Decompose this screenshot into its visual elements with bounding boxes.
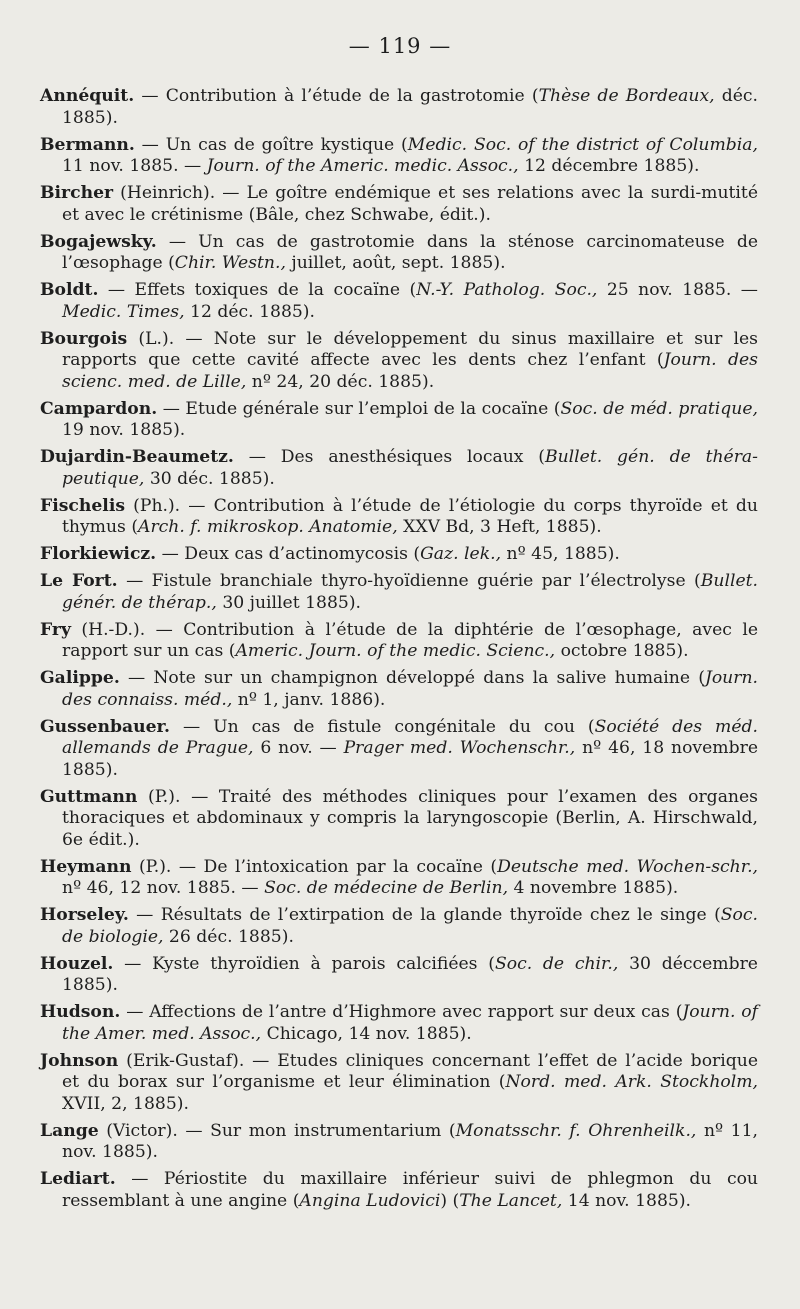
entry-text: 12 décembre 1885).	[518, 156, 700, 176]
entry-text: — Affections de l’antre d’Highmore avec rapport sur deux cas (	[120, 1002, 683, 1022]
entry-author: Houzel.	[40, 953, 114, 974]
entry-text: 30 déccembre 1885).	[62, 953, 758, 995]
bibliography-entry	[40, 1121, 758, 1164]
entry-author: Fry	[40, 619, 71, 640]
entry-text: 25 nov. 1885. —	[597, 280, 758, 300]
entry-author: Hudson.	[40, 1002, 121, 1022]
entry-text: (Heinrich). — Le goître endémique et ses relations avec la surdi-mutité et avec le crétinisme (Bâle, chez Schwabe, édit.).	[62, 183, 758, 225]
bibliography-entry	[40, 135, 758, 178]
entry-author: Bogajewsky.	[40, 231, 157, 252]
entry-text: (P.). — De l’intoxication par la cocaïne (	[131, 856, 498, 877]
entry-citation-source: Journ. des scienc. med. de Lille,	[62, 350, 758, 392]
entry-text: nº 45, 1885).	[501, 544, 620, 564]
entry-author: Bermann.	[40, 134, 135, 155]
entry-text: 12 déc. 1885).	[184, 301, 315, 322]
entry-text: — Effets toxiques de la cocaïne (	[98, 280, 417, 300]
entry-author: Bourgois	[40, 328, 128, 349]
bibliography-entry	[40, 857, 758, 900]
entry-text: juillet, août, sept. 1885).	[285, 253, 506, 273]
entry-author: Boldt.	[40, 280, 99, 300]
entry-citation-source: Soc. de biologie,	[62, 905, 758, 947]
entry-text: nº 1, janv. 1886).	[232, 689, 386, 710]
entry-citation-source: Soc. de méd. pratique,	[560, 398, 758, 419]
entry-text: (Ph.). — Contribution à l’étude de l’étiologie du corps thyroïde et du thymus (	[62, 495, 758, 537]
entry-text: 19 nov. 1885).	[62, 420, 186, 440]
bibliography-entry	[40, 86, 758, 129]
entry-text: (Victor). — Sur mon instrumentarium (	[98, 1120, 456, 1141]
entry-text: — Fistule branchiale thyro-hyoïdienne guérie par l’électrolyse (	[117, 571, 701, 591]
entry-citation-source: Medic. Soc. of the district of Columbia,	[407, 134, 758, 155]
bibliography-entry	[40, 620, 758, 663]
entry-author: Fischelis	[40, 495, 126, 516]
bibliography-entry	[40, 717, 758, 782]
entry-text: Chicago, 14 nov. 1885).	[261, 1023, 472, 1044]
bibliography-entry	[40, 447, 758, 490]
entry-author: Lange	[40, 1120, 99, 1141]
entry-text: — Etude générale sur l’emploi de la cocaïne (	[157, 398, 561, 419]
entry-text: (P.). — Traité des méthodes cliniques pour l’examen des organes thoraciques et abdominaux y compris la laryngoscopie (Berlin, A. Hirschwald, 6e édit.).	[62, 786, 758, 850]
bibliography-entry	[40, 1169, 758, 1212]
entry-text: (H.-D.). — Contribution à l’étude de la diphtérie de l’œsophage, avec le rapport sur un cas (	[62, 619, 758, 661]
entry-author: Dujardin-Beaumetz.	[40, 447, 234, 467]
entry-author: Campardon.	[40, 398, 158, 419]
entry-text: — Périostite du maxillaire inférieur suivi de phlegmon du cou ressemblant à une angine (	[62, 1169, 758, 1211]
entry-text: 6 nov. —	[253, 738, 344, 758]
bibliography-entry	[40, 329, 758, 394]
entry-citation-source: Chir. Westn.,	[174, 253, 286, 273]
entry-citation-source: Prager med. Wochenschr.,	[343, 738, 576, 758]
entry-text: — Des anesthésiques locaux (	[233, 447, 545, 467]
bibliography-entry	[40, 1002, 758, 1045]
entry-text: (L.). — Note sur le développement du sinus maxillaire et sur les rapports que cette cavité affecte avec les dents chez l’enfant (	[62, 328, 758, 370]
entry-text: nº 46, 12 nov. 1885. —	[62, 878, 265, 898]
entry-text: octobre 1885).	[555, 641, 689, 661]
bibliography-entry	[40, 905, 758, 948]
bibliography-entry	[40, 280, 758, 323]
entry-citation-source: Angina Ludovici	[299, 1190, 441, 1211]
bibliography-entry	[40, 787, 758, 852]
entry-citation-source: Soc. de médecine de Berlin,	[264, 878, 509, 898]
entry-text: XXV Bd, 3 Heft, 1885).	[397, 517, 602, 537]
page-number: — 119 —	[348, 34, 452, 58]
entry-text: nº 46, 18 novembre 1885).	[62, 738, 758, 780]
entry-citation-source: Medic. Times,	[62, 301, 185, 322]
entry-text: déc. 1885).	[62, 86, 759, 128]
entry-citation-source: Deutsche med. Wochen-schr.,	[497, 856, 758, 877]
entry-text: 11 nov. 1885. —	[62, 156, 207, 176]
entry-text: ) (	[440, 1190, 460, 1211]
entry-citation-source: Journ. of the Americ. medic. Assoc.,	[206, 156, 519, 176]
entry-citation-source: Gaz. lek.,	[420, 544, 502, 564]
bibliography-entry	[40, 571, 758, 614]
bibliography-entry	[40, 668, 758, 711]
entry-author: Le Fort.	[40, 571, 118, 591]
entry-citation-source: Americ. Journ. of the medic. Scienc.,	[235, 641, 556, 661]
entry-citation-source: Monatsschr. f. Ohrenheilk.,	[455, 1120, 697, 1141]
entry-text: 14 nov. 1885).	[562, 1190, 692, 1211]
entry-text: — Un cas de gastrotomie dans la sténose carcinomateuse de l’œsophage (	[62, 231, 758, 273]
entry-text: — Un cas de goître kystique (	[134, 134, 408, 155]
entry-citation-source: Soc. de chir.,	[494, 953, 619, 974]
entry-citation-source: Journ. des connaiss. méd.,	[62, 668, 758, 710]
entry-citation-source: The Lancet,	[459, 1190, 563, 1211]
entry-author: Johnson	[40, 1050, 119, 1071]
entry-citation-source: Arch. f. mikroskop. Anatomie,	[138, 517, 398, 537]
entry-author: Gussenbauer.	[40, 716, 171, 737]
entry-text: 26 déc. 1885).	[163, 926, 294, 947]
bibliography-entry	[40, 1051, 758, 1116]
entry-text: (Erik-Gustaf). — Etudes cliniques concernant l’effet de l’acide borique et du borax sur l’organisme et leur élimination (	[62, 1050, 758, 1092]
entry-text: — Un cas de fistule congénitale du cou (	[170, 716, 595, 737]
entry-text: nº 24, 20 déc. 1885).	[246, 371, 435, 392]
bibliography-entry	[40, 232, 758, 275]
entry-citation-source: Bullet. génér. de thérap.,	[62, 571, 759, 613]
bibliography-entry	[40, 954, 758, 997]
entry-text: — Kyste thyroïdien à parois calcifiées (	[113, 953, 495, 974]
entry-text: — Note sur un champignon développé dans la salive humaine (	[119, 668, 705, 688]
entry-text: nº 11, nov. 1885).	[62, 1120, 758, 1162]
entry-text: — Contribution à l’étude de la gastrotomie (	[134, 86, 539, 106]
entry-text: XVII, 2, 1885).	[62, 1093, 189, 1114]
bibliography-list	[40, 86, 758, 1218]
entry-author: Annéquit.	[40, 86, 135, 106]
entry-author: Lediart.	[40, 1169, 116, 1189]
entry-author: Florkiewicz.	[40, 544, 157, 564]
entry-author: Horseley.	[40, 905, 129, 925]
bibliography-entry	[40, 399, 758, 442]
entry-citation-source: Journ. of the Amer. med. Assoc.,	[62, 1002, 759, 1044]
entry-author: Galippe.	[40, 668, 120, 688]
entry-text: — Résultats de l’extirpation de la glande thyroïde chez le singe (	[128, 905, 721, 925]
entry-text: 30 déc. 1885).	[144, 468, 275, 489]
entry-citation-source: N.-Y. Patholog. Soc.,	[416, 280, 598, 300]
entry-text: 30 juillet 1885).	[216, 592, 361, 613]
entry-citation-source: Société des méd. allemands de Prague,	[62, 716, 758, 758]
entry-author: Heymann	[40, 856, 132, 877]
entry-citation-source: Nord. med. Ark. Stockholm,	[505, 1072, 758, 1092]
entry-author: Bircher	[40, 183, 114, 203]
entry-author: Guttmann	[40, 786, 138, 807]
entry-citation-source: Thèse de Bordeaux,	[538, 86, 715, 106]
bibliography-entry	[40, 183, 758, 226]
bibliography-entry	[40, 544, 758, 566]
bibliography-entry	[40, 496, 758, 539]
entry-citation-source: Bullet. gén. de théra-peutique,	[62, 447, 758, 489]
entry-text: 4 novembre 1885).	[508, 878, 679, 898]
entry-text: — Deux cas d’actinomycosis (	[156, 544, 421, 564]
